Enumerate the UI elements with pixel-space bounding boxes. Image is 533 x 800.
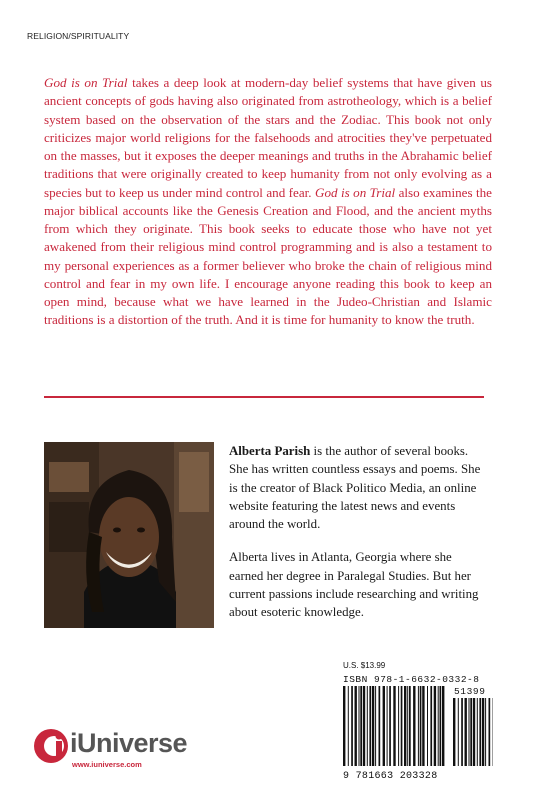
barcode-bar [359, 686, 360, 766]
barcode-bar [389, 686, 391, 766]
author-photo [44, 442, 214, 628]
barcode [343, 686, 493, 766]
barcode-bar [355, 686, 357, 766]
isbn-text: ISBN 978-1-6632-0332-8 [343, 674, 480, 685]
author-photo-illustration [44, 442, 214, 628]
price-label: U.S. $13.99 [343, 661, 386, 670]
barcode-bar [367, 686, 368, 766]
barcode-bar [473, 698, 475, 766]
back-cover-blurb [44, 74, 492, 330]
publisher-logo [32, 722, 222, 772]
barcode-bar [379, 686, 381, 766]
barcode-bar [489, 698, 491, 766]
barcode-bar [393, 686, 395, 766]
publisher-url: www.iuniverse.com [72, 760, 142, 769]
barcode-bar [372, 686, 374, 766]
book-title-ref: God is on Trial [44, 75, 128, 90]
barcode-bar [458, 698, 459, 766]
barcode-bar [440, 686, 442, 766]
author-bio-text: is the author of several books. She has written countless essays and poems. She is the creator of Black Politico Media, an online website featuring the latest news and events around the world. [229, 444, 481, 532]
barcode-bar [427, 686, 428, 766]
barcode-bar [453, 698, 455, 766]
barcode-bar [360, 686, 362, 766]
barcode-bar [422, 686, 424, 766]
barcode-bar [413, 686, 415, 766]
barcode-bar [465, 698, 467, 766]
barcode-bar [477, 698, 478, 766]
barcode-bars [343, 686, 493, 766]
barcode-bar [343, 686, 345, 766]
barcode-bar [434, 686, 436, 766]
category-label: RELIGION/SPIRITUALITY [27, 31, 130, 41]
blurb-text: also examines the major biblical accounts like the Genesis Creation and Flood, and the ancient myths from which they originate. This book seeks to educate those who have not yet awakened from their religious mind control programming and is also a testament to my personal experiences as a former believer who broke the chain of religious mind control and fear in my own life. I encourage anyone reading this book to keep an open mind, because what we have learned in the Judeo-Christian and Islamic traditions is a distortion of the truth. And it is time for humanity to know the truth. [44, 184, 492, 328]
barcode-bar [430, 686, 432, 766]
barcode-bar [404, 686, 406, 766]
barcode-bar [363, 686, 365, 766]
iuniverse-swoosh-icon [32, 726, 72, 766]
barcode-addon-number: 51399 [454, 686, 486, 697]
book-title-ref: God is on Trial [315, 184, 396, 200]
author-bio [229, 442, 489, 637]
barcode-bar [442, 686, 444, 766]
barcode-bar [469, 698, 470, 766]
barcode-bar [470, 698, 472, 766]
barcode-bar [420, 686, 422, 766]
barcode-bar [348, 686, 349, 766]
barcode-bar [479, 698, 481, 766]
barcode-bar [485, 698, 486, 766]
divider-rule [44, 396, 484, 398]
ean-number: 9 781663 203328 [343, 771, 438, 782]
barcode-bar [418, 686, 419, 766]
barcode-bar [375, 686, 376, 766]
barcode-bar [482, 698, 484, 766]
barcode-bar [407, 686, 408, 766]
barcode-bar [438, 686, 439, 766]
publisher-wordmark: iUniverse [70, 728, 188, 758]
barcode-bar [401, 686, 403, 766]
barcode-bar [409, 686, 411, 766]
barcode-bar [398, 686, 399, 766]
barcode-bar [351, 686, 353, 766]
author-bio-paragraph [229, 442, 489, 533]
author-name: Alberta Parish [229, 444, 311, 458]
barcode-bar [383, 686, 385, 766]
barcode-bar [461, 698, 463, 766]
barcode-bar [369, 686, 371, 766]
author-bio-paragraph: Alberta lives in Atlanta, Georgia where she earned her degree in Paralegal Studies. But her current passions include researching and writing about esoteric knowledge. [229, 550, 479, 620]
blurb-text: takes a deep look at modern-day belief systems that have given us ancient concepts of gods having also originated from astrotheology, which is a belief system based on the observation of the stars and the Zodiac. This book not only criticizes major world religions for the falsehoods and atrocities they've perpetuated on the masses, but it exposes the deeper meanings and truths in the Abrahamic belief traditions that were originally created to keep humanity from not only evolving as a species but to keep us under mind control and fear. [44, 75, 492, 200]
barcode-bar [387, 686, 388, 766]
